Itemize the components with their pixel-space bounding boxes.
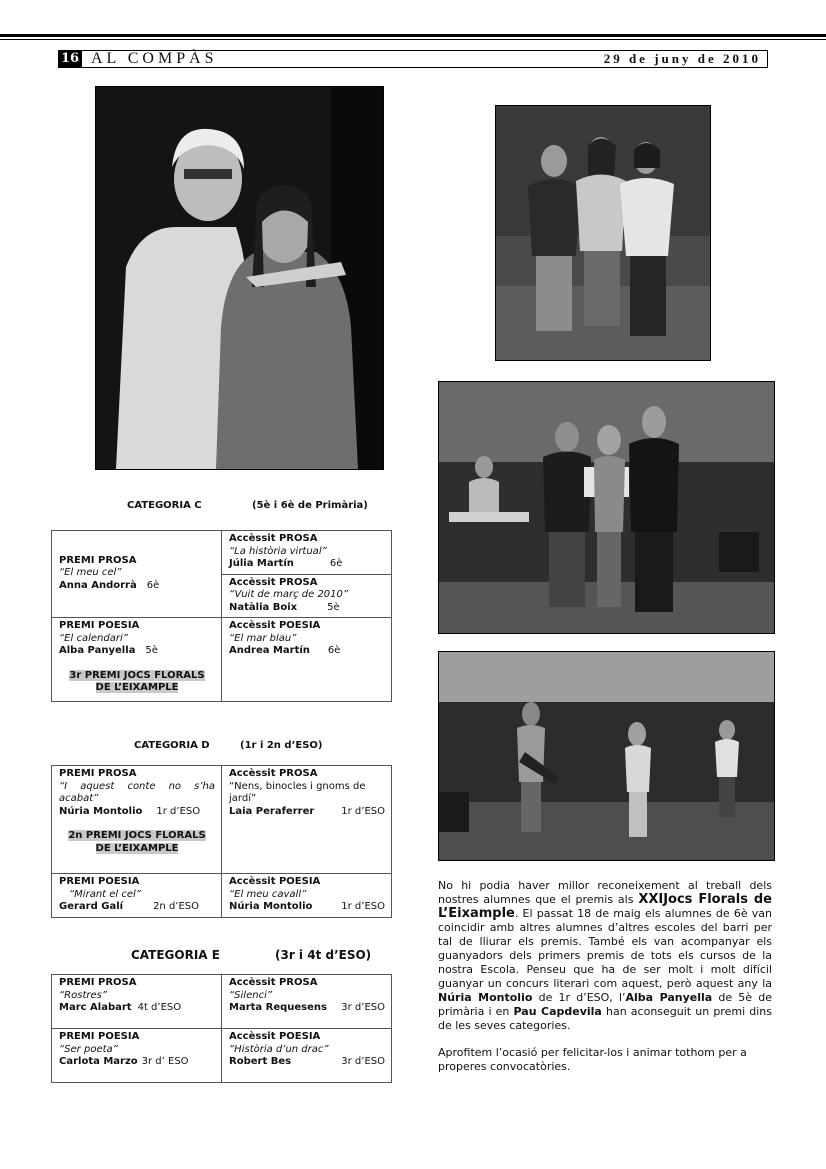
photo-music-performance bbox=[438, 651, 775, 861]
cat-c-accessit-prosa-2 bbox=[222, 574, 392, 618]
award-grade: 6è bbox=[327, 645, 341, 656]
categoria-c-table bbox=[51, 530, 392, 702]
award-grade: 2n d’ESO bbox=[153, 901, 200, 912]
award-winner-name: Núria Montolio bbox=[229, 901, 313, 912]
cat-d-accessit-poesia bbox=[222, 874, 392, 918]
award-work-title: “I aquest conte no s’ha acabat” bbox=[59, 780, 215, 804]
award-winner-name: Robert Bes bbox=[229, 1056, 292, 1067]
award-label: Accèssit POESIA bbox=[229, 620, 321, 631]
award-label: Accèssit PROSA bbox=[229, 576, 318, 588]
award-work-title: “Història d’un drac” bbox=[229, 1043, 329, 1055]
prize-text: 2n PREMI JOCS FLORALS DE L’EIXAMPLE bbox=[68, 830, 206, 854]
article-paragraph-2: Aprofitem l’ocasió per felicitar-los i animar tothom per a properes convocatòries. bbox=[438, 1046, 747, 1073]
award-work-title: “El mar blau” bbox=[229, 632, 297, 644]
photo-award-ceremony bbox=[438, 381, 775, 634]
award-winner-name: Núria Montolio bbox=[59, 805, 143, 817]
award-work-title: “El meu cavall” bbox=[229, 888, 307, 900]
award-label: Accèssit PROSA bbox=[229, 533, 318, 544]
cat-c-accessit-poesia bbox=[222, 618, 392, 702]
article-text: No hi podia haver millor reconeixement al treball dels nostres alumnes que el premis als bbox=[438, 879, 772, 906]
header-rule-thick bbox=[0, 34, 826, 37]
award-label: PREMI POESIA bbox=[59, 876, 140, 887]
categoria-d-title: CATEGORIA D bbox=[134, 740, 210, 751]
prize-text: 3r PREMI JOCS FLORALS DE L’EIXAMPLE bbox=[69, 669, 205, 693]
award-label: Accèssit PROSA bbox=[229, 977, 318, 988]
award-label: PREMI POESIA bbox=[59, 620, 140, 631]
cat-d-premi-poesia bbox=[52, 874, 222, 918]
jocs-florals-prize-badge bbox=[65, 830, 209, 855]
award-grade: 3r d’ESO bbox=[341, 1056, 385, 1067]
award-winner-name: Gerard Galí bbox=[59, 901, 124, 912]
award-winner-name: Júlia Martín bbox=[229, 558, 294, 569]
categoria-e-range: (3r i 4t d’ESO) bbox=[275, 948, 372, 962]
award-work-title: “La història virtual” bbox=[229, 545, 327, 557]
categoria-e-table bbox=[51, 974, 392, 1083]
cat-e-premi-prosa bbox=[52, 975, 222, 1029]
award-label: Accèssit POESIA bbox=[229, 1031, 321, 1042]
award-label: PREMI POESIA bbox=[59, 1031, 140, 1042]
article-name-highlight: Alba Panyella bbox=[625, 991, 713, 1004]
award-work-title: “Ser poeta” bbox=[59, 1043, 118, 1055]
article-highlight-jocs-florals: XXIJocs Florals de L’Eixample bbox=[438, 892, 772, 921]
categoria-d-heading bbox=[134, 740, 323, 751]
page-header bbox=[58, 50, 768, 68]
award-grade: 6è bbox=[329, 558, 343, 569]
masthead-title: AL COMPÀS bbox=[91, 50, 218, 67]
award-grade: 5è bbox=[327, 601, 340, 613]
award-winner-name: Carlota Marzo bbox=[59, 1056, 138, 1067]
award-grade: 1r d’ESO bbox=[156, 805, 201, 817]
cat-c-premi-prosa bbox=[52, 531, 222, 618]
award-winner-name: Marc Alabart bbox=[59, 1002, 132, 1013]
photo-teacher-and-student bbox=[95, 86, 384, 470]
photo-three-people bbox=[495, 105, 711, 361]
award-work-title: “Vuit de març de 2010” bbox=[229, 589, 349, 600]
article-text: . El passat 18 de maig els alumnes de 6è van coincidir amb altres alumnes d’altres escoles del barri per tal de lliurar els premis. També els van acompanyar els guanyadors dels primers premis de tots els cursos de la nostra Escola. Penseu que ha de ser molt i molt difícil guanyar un concurs literari com aquest, però aquest any la bbox=[438, 907, 772, 990]
award-grade: 1r d’ESO bbox=[341, 901, 385, 912]
award-winner-name: Natàlia Boix bbox=[229, 601, 298, 613]
article-text: de 1r d’ESO, l’ bbox=[532, 991, 626, 1004]
award-winner-name: Anna Andorrà bbox=[59, 579, 137, 591]
award-work-title: “El calendari” bbox=[59, 632, 128, 644]
categoria-c-range: (5è i 6è de Primària) bbox=[252, 500, 368, 511]
award-winner-name: Alba Panyella bbox=[59, 645, 136, 656]
award-work-title: “Rostres” bbox=[59, 989, 108, 1001]
page-number: 16 bbox=[58, 50, 82, 68]
article-text: de 5è de primària i en bbox=[438, 991, 772, 1018]
categoria-e-heading bbox=[131, 948, 372, 962]
award-grade: 5è bbox=[145, 645, 158, 656]
award-label: PREMI PROSA bbox=[59, 554, 137, 566]
award-label: Accèssit PROSA bbox=[229, 768, 318, 779]
award-grade: 6è bbox=[146, 579, 160, 591]
header-rule-thin bbox=[0, 39, 826, 40]
award-work-title: “Silenci” bbox=[229, 989, 273, 1001]
award-label: PREMI PROSA bbox=[59, 768, 137, 779]
article-text: han aconseguit un premi dins de les seves categories. bbox=[438, 1005, 772, 1032]
award-winner-name: Andrea Martín bbox=[229, 645, 310, 656]
cat-d-accessit-prosa bbox=[222, 766, 392, 874]
award-work-title: “El meu cel” bbox=[59, 567, 122, 579]
categoria-c-heading bbox=[127, 500, 368, 511]
award-work-title: “Nens, binocles i gnoms de jardí” bbox=[229, 780, 366, 804]
award-winner-name: Laia Peraferrer bbox=[229, 805, 315, 817]
award-label: Accèssit POESIA bbox=[229, 876, 321, 887]
article-name-highlight: Pau Capdevila bbox=[513, 1005, 602, 1018]
award-winner-name: Marta Requesens bbox=[229, 1002, 327, 1013]
award-grade: 4t d’ESO bbox=[137, 1002, 182, 1013]
cat-e-accessit-prosa bbox=[222, 975, 392, 1029]
award-work-title: “Mirant el cel” bbox=[69, 888, 141, 900]
categoria-e-title: CATEGORIA E bbox=[131, 948, 220, 962]
award-grade: 3r d’ ESO bbox=[141, 1056, 189, 1067]
article-body bbox=[438, 879, 772, 1087]
cat-c-accessit-prosa-1 bbox=[222, 531, 392, 575]
cat-e-premi-poesia bbox=[52, 1029, 222, 1083]
jocs-florals-prize-badge bbox=[65, 670, 209, 695]
cat-c-premi-poesia bbox=[52, 618, 222, 702]
award-grade: 3r d’ESO bbox=[341, 1002, 385, 1013]
cat-d-premi-prosa bbox=[52, 766, 222, 874]
article-paragraph-1 bbox=[438, 879, 772, 1033]
article-name-highlight: Núria Montolio bbox=[438, 991, 533, 1004]
award-grade: 1r d’ESO bbox=[341, 805, 385, 817]
categoria-d-table bbox=[51, 765, 392, 918]
categoria-d-range: (1r i 2n d’ESO) bbox=[240, 740, 323, 751]
issue-date: 29 de juny de 2010 bbox=[603, 51, 761, 66]
award-label: PREMI PROSA bbox=[59, 977, 137, 988]
cat-e-accessit-poesia bbox=[222, 1029, 392, 1083]
categoria-c-title: CATEGORIA C bbox=[127, 500, 202, 511]
